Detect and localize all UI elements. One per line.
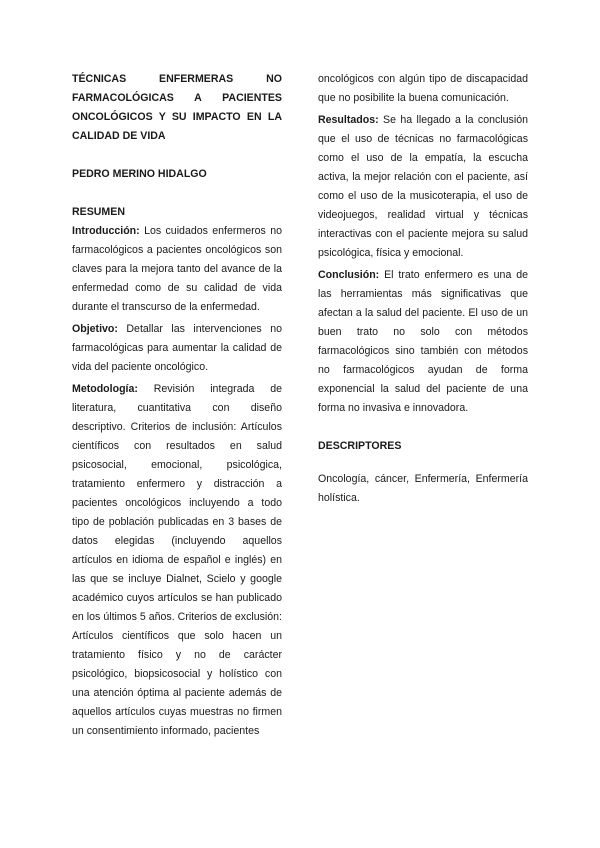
resultados-text: Se ha llegado a la conclusión que el uso de técnicas no farmacológicas como el uso de la empatía, la escucha activa, la mejor relación con el paciente, así como el uso de la musicoterapia, el uso de videojuegos, realidad virtual y técnicas interactivas con el paciente mejora su salud psicológica, física y emocional. [318,114,528,259]
introduccion-label: Introducción: [72,225,140,237]
descriptores-text: Oncología, cáncer, Enfermería, Enfermería holística. [318,473,528,504]
left-column [72,70,282,744]
metodologia-continued: oncológicos con algún tipo de discapacidad que no posibilite la buena comunicación. [318,73,528,104]
conclusion-text: El trato enfermero es una de las herramientas más significativas que afectan a la salud del paciente. El uso de un buen trato no solo con métodos farmacológicos sino también con métodos no farmacológicos ayudan de forma exponencial la salud del paciente de una forma no invasiva e innovadora. [318,269,528,414]
abstract-heading: RESUMEN [72,206,125,218]
article-author: PEDRO MERINO HIDALGO [72,168,207,180]
resultados-paragraph [318,111,528,263]
objetivo-label: Objetivo: [72,323,118,335]
metodologia-paragraph [72,380,282,741]
introduccion-paragraph [72,222,282,317]
objetivo-paragraph [72,320,282,377]
spacer [318,456,528,470]
right-column [318,70,528,508]
conclusion-paragraph [318,266,528,418]
objetivo-text: Detallar las intervenciones no farmacológicas para aumentar la calidad de vida del paciente oncológico. [72,323,282,373]
introduccion-text: Los cuidados enfermeros no farmacológicos a pacientes oncológicos son claves para la mejora tanto del avance de la enfermedad como de su calidad de vida durante el transcurso de la enfermedad. [72,225,282,313]
metodologia-label: Metodología: [72,383,138,395]
descriptores-heading: DESCRIPTORES [318,440,402,452]
conclusion-label: Conclusión: [318,269,380,281]
article-title: TÉCNICAS ENFERMERAS NO FARMACOLÓGICAS A PACIENTES ONCOLÓGICOS Y SU IMPACTO EN LA CALIDAD DE VIDA [72,73,282,142]
resultados-label: Resultados: [318,114,379,126]
metodologia-text: Revisión integrada de literatura, cuantitativa con diseño descriptivo. Criterios de inclusión: Artículos científicos con resultados en salud psicosocial, emocional, psicológica, tratamiento enfermero y distracción a pacientes oncológicos incluyendo a todo tipo de población publicadas en 3 bases de datos elegidas (incluyendo aquellos artículos en idioma de español e inglés) en las que se incluye Dialnet, Scielo y google académico cuyos artículos se han publicado en los últimos 5 años. Criterios de exclusión: Artículos científicos que solo hacen un tratamiento físico y no de carácter psicológico, biopsicosocial y holístico con una atención óptima al paciente además de aquellos artículos cuyas muestras no firmen un consentimiento informado, pacientes [72,383,282,737]
